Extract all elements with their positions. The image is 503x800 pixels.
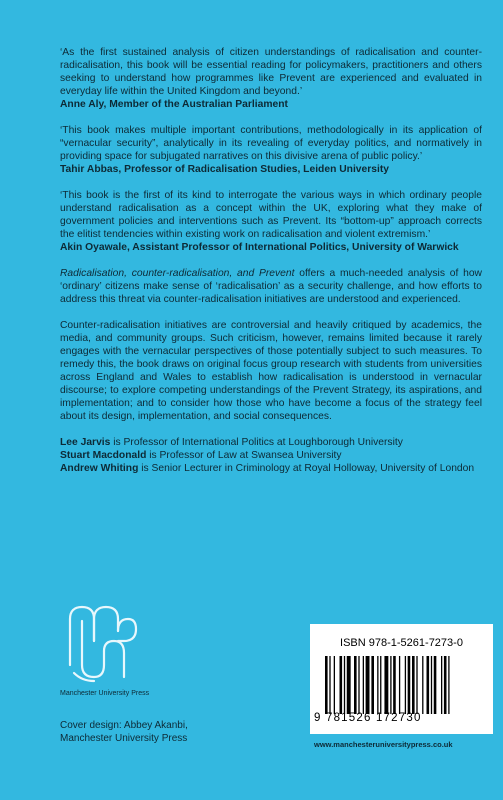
manchester-university-press-logo-icon <box>64 601 142 683</box>
quote-attribution: Tahir Abbas, Professor of Radicalisation Studies, Leiden University <box>60 164 390 175</box>
barcode-digits: 9 781526 172730 <box>314 712 422 724</box>
quote-text: ‘This book is the first of its kind to interrogate the various ways in which ordinary people understand radicalisation as a concept within the UK, exploring what they make of government policies and interventions such as Prevent. Its “bottom-up” approach corrects the elitist tendencies within existing work on radicalisation and violent extremism.’ <box>60 190 482 240</box>
description-text: offers a much-needed analysis of how ‘ordinary’ citizens make sense of ‘radicalisation’ as a security challenge, and how efforts to address this threat via counter-radicalisation initiatives are understood and experienced. <box>60 268 482 305</box>
book-title: Radicalisation, counter-radicalisation, and Prevent <box>60 268 295 279</box>
quote-attribution: Akin Oyawale, Assistant Professor of International Politics, University of Warwick <box>60 242 459 253</box>
quote-3 <box>60 189 482 254</box>
body-paragraph: Counter-radicalisation initiatives are controversial and heavily critiqued by academics, the media, and community groups. Such criticism, however, remains limited because it rarely engages with the vernacular perspectives of those potentially subject to such measures. To remedy this, the book draws on original focus group research with students from universities across England and Wales to establish how radicalisation is understood in vernacular discourse; to explore competing understandings of the Prevent Strategy, its aspirations, and implementation; and to consider how those who have become a focus of the strategy feel about its design, implementation, and social consequences. <box>60 320 482 422</box>
publisher-url: www.manchesteruniversitypress.co.uk <box>314 740 453 749</box>
cover-design-credit <box>60 719 188 745</box>
quote-2 <box>60 124 482 176</box>
back-cover-text <box>60 46 482 475</box>
author-bio: is Senior Lecturer in Criminology at Royal Holloway, University of London <box>138 463 475 474</box>
publisher-label: Manchester University Press <box>60 690 150 697</box>
quote-attribution: Anne Aly, Member of the Australian Parliament <box>60 99 288 110</box>
isbn-label: ISBN 978-1-5261-7273-0 <box>340 637 463 649</box>
book-description <box>60 267 482 306</box>
author-name: Stuart Macdonald <box>60 450 147 461</box>
author-entry <box>60 449 482 462</box>
quote-text: ‘This book makes multiple important contributions, methodologically in its application of “vernacular security”, analytically in its revealing of everyday politics, and normatively in providing space for subjugated narratives on this divisive arena of public policy.’ <box>60 125 482 162</box>
author-name: Lee Jarvis <box>60 437 111 448</box>
cover-design-line: Cover design: Abbey Akanbi, <box>60 720 188 731</box>
author-entry <box>60 462 482 475</box>
quote-1 <box>60 46 482 111</box>
author-bio: is Professor of International Politics at Loughborough University <box>110 437 403 448</box>
quote-text: ‘As the first sustained analysis of citizen understandings of radicalisation and counter-radicalisation, this book will be essential reading for policymakers, practitioners and others seeking to understand how programmes like Prevent are experienced and evaluated in everyday life within the United Kingdom and beyond.’ <box>60 47 482 97</box>
author-bio: is Professor of Law at Swansea University <box>146 450 342 461</box>
author-name: Andrew Whiting <box>60 463 139 474</box>
author-entry <box>60 436 482 449</box>
barcode-icon <box>325 656 485 714</box>
cover-design-line: Manchester University Press <box>60 733 188 744</box>
barcode-panel <box>310 624 493 734</box>
author-list <box>60 436 482 475</box>
